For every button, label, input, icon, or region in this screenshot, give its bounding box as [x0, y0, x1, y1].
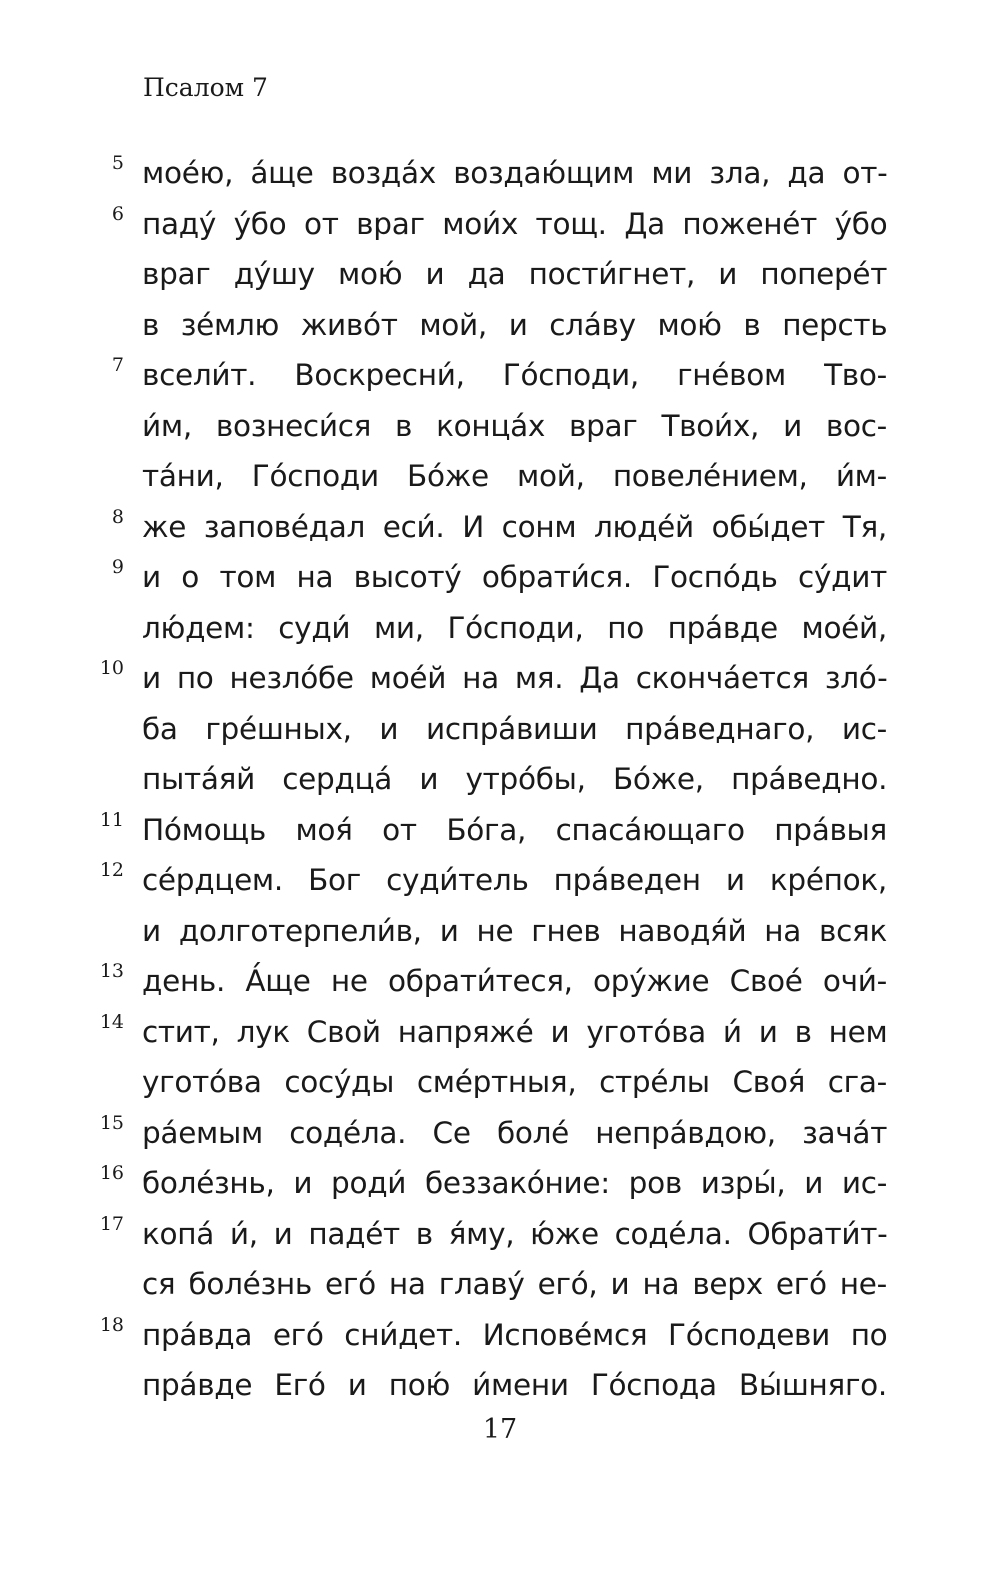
line-text: прáвда егó сни́дет. Исповéмся Гóсподеви по	[142, 1317, 888, 1352]
verse-number: 7	[111, 354, 124, 376]
text-line	[0, 1259, 1000, 1310]
line-text: паду́ у́бо от враг мои́х тощ. Да поженéт у́бо	[142, 206, 888, 241]
line-text: же заповéдал еси́. И сонм людéй обы́дет Тя,	[142, 509, 887, 544]
line-text: уготóва сосу́ды смéртныя, стрéлы Своя́ сга-	[142, 1065, 887, 1099]
verse-number: 11	[99, 808, 124, 831]
verse-number: 12	[99, 859, 124, 881]
text-line	[0, 1360, 1000, 1411]
text-line	[0, 754, 1000, 805]
line-text: ся болéзнь егó на главу́ егó, и на верх егó не-	[142, 1267, 887, 1301]
text-line	[0, 1108, 1000, 1159]
verse-number: 8	[111, 505, 124, 528]
verse-number: 13	[99, 960, 124, 982]
verse-number: 16	[99, 1162, 124, 1184]
line-text: сéрдцем. Бог суди́тель прáведен и крéпок,	[142, 863, 887, 897]
text-line	[0, 704, 1000, 755]
text-line	[0, 1209, 1000, 1260]
text-line	[0, 805, 1000, 856]
verse-number: 6	[111, 202, 124, 225]
text-line	[0, 1310, 1000, 1361]
text-line	[0, 603, 1000, 654]
text-line	[0, 502, 1000, 553]
line-text: и́м, вознеси́ся в концáх враг Твои́х, и вос-	[142, 408, 887, 443]
line-text: враг ду́шу мою́ и да пости́гнет, и поперéт	[142, 257, 888, 291]
page-number: 17	[482, 1414, 518, 1445]
text-line	[0, 956, 1000, 1007]
text-line	[0, 855, 1000, 906]
line-text: и долготерпели́в, и не гнев наводя́й на всяк	[142, 913, 887, 948]
line-text: и по незлóбе моéй на мя. Да скончáется злó-	[142, 661, 888, 695]
line-text: моéю, áще воздáх воздаю́щим ми зла, да от-	[142, 156, 888, 190]
line-text: рáемым содéла. Се болé непрáвдою, зачáт	[142, 1115, 888, 1150]
line-text: Пóмощь моя́ от Бóга, спасáющаго прáвыя	[142, 812, 887, 847]
text-line	[0, 199, 1000, 250]
text-line	[0, 148, 1000, 199]
line-text: в зéмлю живóт мой, и слáву мою́ в персть	[142, 307, 888, 342]
text-line	[0, 1007, 1000, 1058]
line-text: и о том на высоту́ обрати́ся. Госпóдь су́дит	[142, 560, 887, 594]
line-text: всели́т. Воскресни́, Гóсподи, гнéвом Тво-	[142, 358, 887, 392]
text-line	[0, 401, 1000, 452]
verse-number: 17	[99, 1212, 124, 1235]
verse-number: 18	[99, 1313, 124, 1336]
line-text: день. А́ще не обрати́теся, ору́жие Своé очи́-	[142, 964, 887, 998]
text-line	[0, 451, 1000, 502]
line-text: копá и́, и падéт в я́му, ю́же содéла. Обрати́т-	[142, 1216, 888, 1251]
text-line	[0, 906, 1000, 957]
verse-number: 10	[99, 657, 124, 679]
verse-number: 9	[111, 556, 124, 578]
verse-number: 14	[99, 1010, 124, 1033]
line-text: лю́дем: суди́ ми, Гóсподи, по прáвде моéй,	[142, 610, 887, 645]
text-line	[0, 653, 1000, 704]
line-text: болéзнь, и роди́ беззакóние: ров изры́, и ис-	[142, 1166, 888, 1200]
running-head: Псалом 7	[143, 73, 268, 102]
text-line	[0, 300, 1000, 351]
text-line	[0, 552, 1000, 603]
line-text: пытáяй сердцá и утрóбы, Бóже, прáведно.	[142, 762, 888, 796]
psalm-text	[0, 148, 1000, 1411]
text-line	[0, 350, 1000, 401]
text-line	[0, 1057, 1000, 1108]
verse-number: 15	[99, 1111, 124, 1134]
line-text: тáни, Гóсподи Бóже мой, повелéнием, и́м-	[142, 459, 887, 493]
line-text: стит, лук Свой напряжé и уготóва и́ и в нем	[142, 1014, 888, 1049]
text-line	[0, 249, 1000, 300]
line-text: ба грéшных, и испрáвиши прáведнаго, ис-	[142, 711, 887, 746]
line-text: прáвде Егó и пою́ и́мени Гóспода Вы́шняго.	[142, 1368, 887, 1402]
text-line	[0, 1158, 1000, 1209]
verse-number: 5	[111, 152, 124, 174]
